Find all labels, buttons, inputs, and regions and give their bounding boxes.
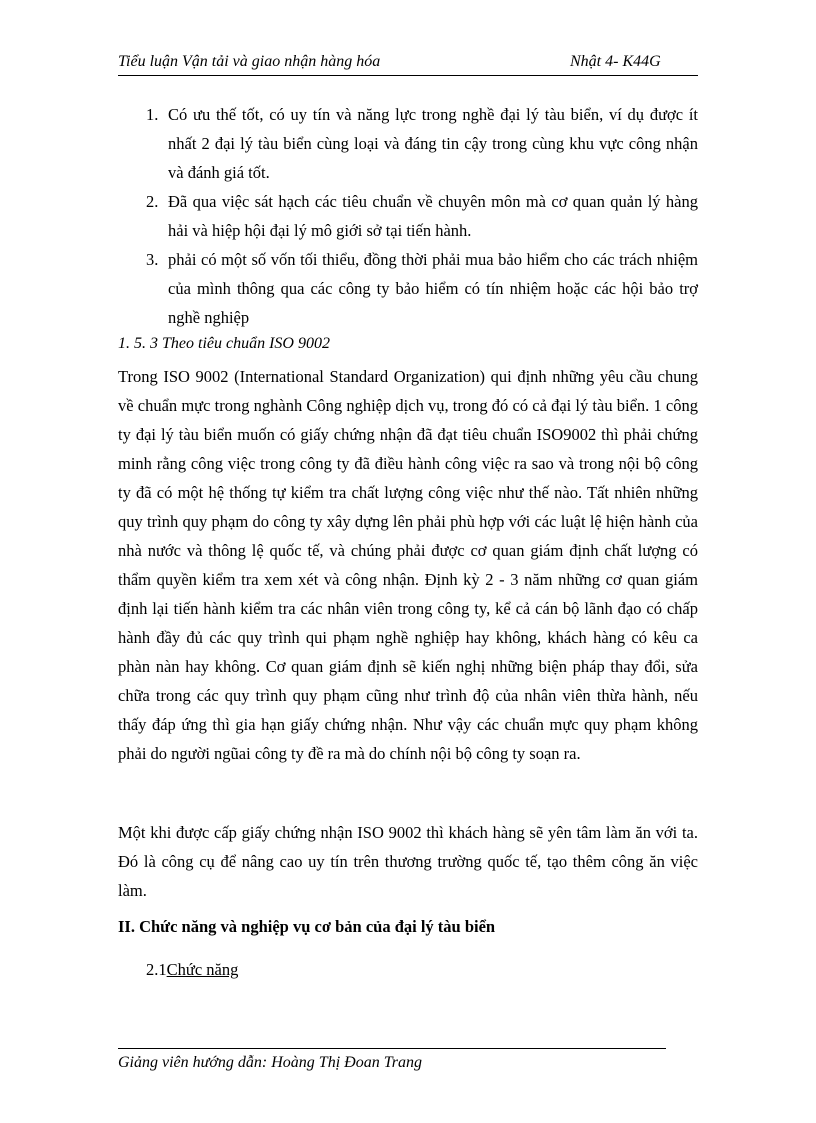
page-footer: Giảng viên hướng dẫn: Hoàng Thị Đoan Trang <box>118 1054 422 1071</box>
header-title: Tiểu luận Vận tải và giao nhận hàng hóa <box>118 53 381 70</box>
list-item <box>118 245 698 332</box>
list-item-text: Có ưu thế tốt, có uy tín và năng lực trong nghề đại lý tàu biển, ví dụ được ít nhất 2 đại lý tàu biển cùng loại và đáng tin cậy trong cùng khu vực công nhận và đánh giá tốt. <box>168 105 698 182</box>
section-heading: II. Chức năng và nghiệp vụ cơ bản của đại lý tàu biển <box>118 917 496 936</box>
paragraph-benefits: Một khi được cấp giấy chứng nhận ISO 9002 thì khách hàng sẽ yên tâm làm ăn với ta. Đó là công cụ để nâng cao uy tín trên thương trường quốc tế, tạo thêm công ăn việc làm. <box>118 823 698 900</box>
paragraph-iso: Trong ISO 9002 (International Standard Organization) qui định những yêu cầu chung về chuẩn mực trong nghành Công nghiệp dịch vụ, trong đó có cả đại lý tàu biển. 1 công ty đại lý tàu biển muốn có giấy chứng nhận đã đạt tiêu chuẩn ISO9002 thì phải chứng minh rằng công việc trong công ty đã điều hành công việc ra sao và trong nội bộ công ty đã có một hệ thống tự kiểm tra chất lượng công việc như thế nào. Tất nhiên những quy trình quy phạm do công ty xây dựng lên phải phù hợp với các luật lệ hiện hành của nhà nước và thông lệ quốc tế, và chúng phải được cơ quan giám định chất lượng có thẩm quyền kiểm tra xem xét và công nhận. Định kỳ 2 - 3 năm những cơ quan giám định lại tiến hành kiểm tra các nhân viên trong công ty, kể cả cán bộ lãnh đạo có chấp hành đầy đủ các quy trình qui phạm nghề nghiệp hay không, khách hàng có kêu ca phàn nàn hay không. Cơ quan giám định sẽ kiến nghị những biện pháp thay đổi, sửa chữa trong các quy trình quy phạm cũng như trình độ của nhân viên thừa hành, nếu thấy đáp ứng thì gia hạn giấy chứng nhận. Như vậy các chuẩn mực quy phạm không phải do người ngũai công ty đề ra mà do chính nội bộ công ty soạn ra. <box>118 367 698 763</box>
list-item-number: 3. <box>146 250 159 269</box>
list-item-number: 1. <box>146 105 159 124</box>
header-author: Nhật 4- K44G <box>570 53 661 70</box>
footer-divider <box>118 1048 666 1049</box>
list-item <box>118 100 698 187</box>
subheading <box>146 955 238 984</box>
subsection-title: 1. 5. 3 Theo tiêu chuẩn ISO 9002 <box>118 335 330 352</box>
subheading-number: 2.1 <box>146 960 167 979</box>
list-item <box>118 187 698 245</box>
list-item-text: phải có một số vốn tối thiểu, đồng thời phải mua bảo hiểm cho các trách nhiệm của mình thông qua các công ty bảo hiểm có tín nhiệm hoặc các hội bảo trợ nghề nghiệp <box>168 250 698 327</box>
requirements-list <box>118 100 698 332</box>
page-header <box>118 52 698 76</box>
list-item-number: 2. <box>146 192 159 211</box>
subheading-title: Chức năng <box>166 960 239 979</box>
list-item-text: Đã qua việc sát hạch các tiêu chuẩn về chuyên môn mà cơ quan quản lý hàng hải và hiệp hội đại lý mô giới sở tại tiến hành. <box>168 192 698 240</box>
